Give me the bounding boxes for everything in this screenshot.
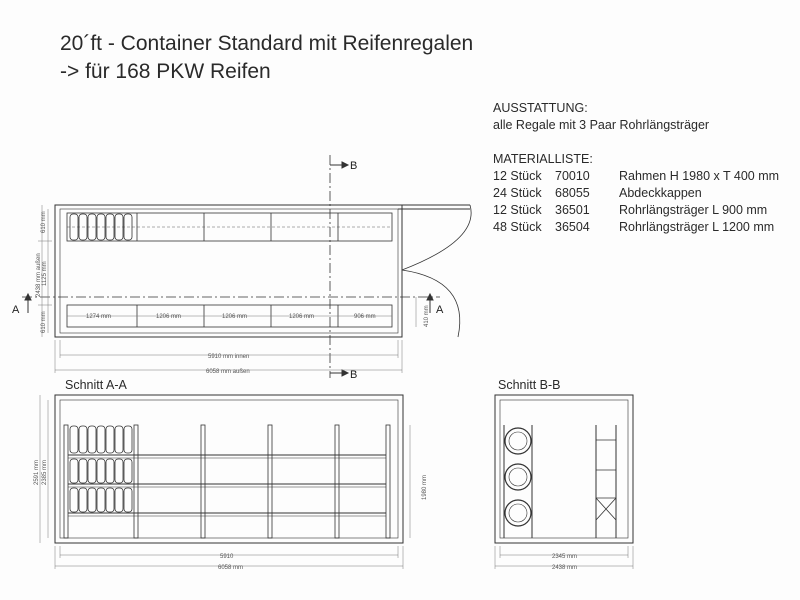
tire-icon: [115, 459, 123, 483]
section-a-view: [40, 395, 410, 569]
dim-label: 2385 mm: [42, 459, 48, 485]
tire-icon: [124, 488, 132, 512]
section-mark-a-left: A: [12, 304, 20, 316]
dim-label: 2438 mm außen: [36, 253, 42, 297]
tire-icon: [88, 426, 96, 453]
ausstattung-text: alle Regale mit 3 Paar Rohrlängsträger: [493, 118, 710, 132]
container-section-a-outline: [55, 395, 403, 543]
tire-rim-icon: [509, 504, 527, 522]
tire-icon: [79, 459, 87, 483]
schnitt-b-title: Schnitt B-B: [498, 378, 561, 392]
material-qty: 24 Stück: [493, 186, 542, 200]
dim-label: 1206 mm: [156, 314, 182, 320]
door-swing-bottom: [402, 270, 460, 337]
material-code: 68055: [555, 186, 590, 200]
tire-icon: [124, 426, 132, 453]
container-section-b-inner: [500, 400, 628, 538]
section-mark-b-bottom: B: [350, 369, 358, 381]
dim-label: 6058 mm: [218, 565, 244, 571]
tire-icon: [97, 426, 105, 453]
rack-upright: [64, 425, 68, 538]
dim-label: 610 mm: [41, 311, 47, 333]
arrow-right-icon: [342, 370, 348, 376]
plan-view: [22, 155, 471, 378]
ausstattung-heading: AUSSTATTUNG:: [493, 101, 588, 115]
container-section-a-inner: [60, 400, 398, 538]
material-qty: 12 Stück: [493, 203, 542, 217]
rack-upright: [134, 425, 138, 538]
material-qty: 12 Stück: [493, 169, 542, 183]
dim-label: 410 mm: [424, 305, 430, 327]
arrow-right-icon: [342, 162, 348, 168]
section-mark-b-top: B: [350, 160, 358, 172]
material-code: 36504: [555, 220, 590, 234]
tire-icon: [88, 459, 96, 483]
material-desc: Rohrlängsträger L 1200 mm: [619, 220, 775, 234]
dim-label: 2591 mm: [34, 459, 40, 485]
dim-label: 1125 mm: [42, 261, 48, 286]
container-section-b-outline: [495, 395, 633, 543]
title-line-2: -> für 168 PKW Reifen: [60, 60, 271, 83]
schnitt-a-title: Schnitt A-A: [65, 378, 127, 392]
rack-upright: [335, 425, 339, 538]
tire-icon: [124, 459, 132, 483]
dim-label: 906 mm: [354, 314, 376, 320]
dim-label: 610 mm: [41, 211, 47, 233]
dim-label: 1206 mm: [222, 314, 248, 320]
tire-icon: [79, 426, 87, 453]
tire-icon: [106, 488, 114, 512]
tire-icon: [106, 426, 114, 453]
material-desc: Rohrlängsträger L 900 mm: [619, 203, 768, 217]
dim-label: 1980 mm: [422, 474, 428, 500]
dim-label: 6058 mm außen: [206, 369, 250, 375]
dim-label: 5910 mm innen: [208, 354, 250, 360]
dim-label: 2345 mm: [552, 554, 578, 560]
rack-upright: [386, 425, 390, 538]
rack-upright: [268, 425, 272, 538]
section-b-view: [495, 395, 633, 569]
door-swing-top: [402, 205, 471, 270]
dim-label: 5910: [220, 554, 234, 560]
tire-icon: [97, 459, 105, 483]
tire-icon: [115, 426, 123, 453]
title-line-1: 20´ft - Container Standard mit Reifenregalen: [60, 32, 474, 55]
material-desc: Abdeckkappen: [619, 186, 702, 200]
tire-rim-icon: [509, 468, 527, 486]
material-desc: Rahmen H 1980 x T 400 mm: [619, 169, 780, 183]
section-mark-a-right: A: [436, 304, 444, 316]
tire-icon: [79, 488, 87, 512]
dim-label: 2438 mm: [552, 565, 578, 571]
dim-label: 1274 mm: [86, 314, 112, 320]
materialliste-heading: MATERIALLISTE:: [493, 152, 593, 166]
material-code: 70010: [555, 169, 590, 183]
tire-icon: [97, 488, 105, 512]
tire-icon: [106, 459, 114, 483]
rack-upright: [201, 425, 205, 538]
tire-rim-icon: [509, 432, 527, 450]
material-code: 36501: [555, 203, 590, 217]
dim-label: 1206 mm: [289, 314, 315, 320]
tire-icon: [70, 459, 78, 483]
material-qty: 48 Stück: [493, 220, 542, 234]
tire-icon: [115, 488, 123, 512]
tire-icon: [70, 426, 78, 453]
tire-icon: [88, 488, 96, 512]
tire-icon: [70, 488, 78, 512]
